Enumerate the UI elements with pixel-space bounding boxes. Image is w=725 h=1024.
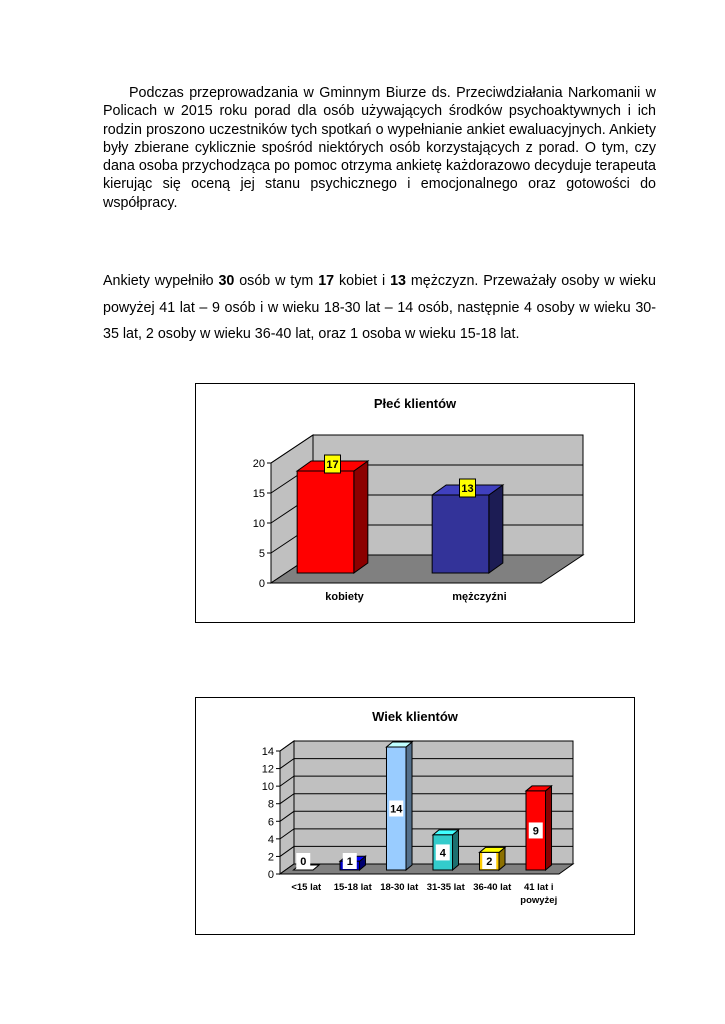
bar-side bbox=[453, 830, 459, 870]
y-tick-label: 10 bbox=[252, 518, 265, 530]
side-wall bbox=[280, 741, 294, 874]
y-tick-label: 20 bbox=[252, 458, 265, 470]
gender-chart-svg bbox=[196, 384, 634, 622]
category-label: 15-18 lat bbox=[333, 882, 372, 893]
y-tick-label: 0 bbox=[258, 578, 265, 590]
bar bbox=[432, 485, 503, 573]
chart-title: Wiek klientów bbox=[372, 709, 458, 724]
summary-paragraph bbox=[103, 268, 656, 348]
summary-text-2: osób w tym bbox=[234, 273, 319, 289]
bar-side bbox=[546, 786, 552, 870]
summary-text-1: Ankiety wypełniło bbox=[103, 273, 219, 289]
y-tick-label: 12 bbox=[261, 763, 274, 776]
category-label: <15 lat bbox=[291, 882, 322, 893]
summary-text-4: mężczyzn. Przeważały osoby w wieku powyżej 41 lat – 9 osób i w wieku 18-30 lat – 14 osób, następnie 4 osoby w wieku 30-35 lat, 2 osoby w wieku 36-40 lat, oraz 1 osoba w wieku 15-18 lat. bbox=[103, 273, 657, 342]
bar-front bbox=[432, 495, 489, 573]
intro-paragraph-text: Podczas przeprowadzania w Gminnym Biurze ds. Przeciwdziałania Narkomanii w Policach w 2015 roku porad dla osób używających środków psychoaktywnych i ich rodzin proszono uczestników tych spotkań o wypełnianie ankiet ewaluacyjnych. Ankiety były zbierane cyklicznie spośród niektórych osób korzystających z porad. O tym, czy dana osoba przychodząca po pomoc otrzyma ankietę każdorazowo decyduje terapeuta kierując się oceną jej stanu psychicznego i emocjonalnego oraz gotowości do współpracy. bbox=[103, 85, 656, 211]
y-tick-label: 5 bbox=[258, 548, 265, 560]
y-tick-label: 2 bbox=[267, 851, 274, 864]
category-label: 18-30 lat bbox=[380, 882, 419, 893]
data-label: 9 bbox=[532, 825, 539, 838]
data-label: 4 bbox=[439, 847, 446, 860]
chart-title: Płeć klientów bbox=[373, 396, 457, 411]
bar-side bbox=[489, 485, 503, 573]
age-chart bbox=[195, 697, 635, 935]
data-label: 2 bbox=[486, 856, 493, 868]
gender-chart bbox=[195, 383, 635, 623]
y-tick-label: 15 bbox=[252, 488, 265, 500]
category-label: mężczyźni bbox=[452, 591, 507, 603]
y-tick-label: 0 bbox=[267, 869, 274, 881]
bar-side bbox=[406, 742, 412, 870]
category-label: powyżej bbox=[520, 895, 558, 906]
y-tick-label: 10 bbox=[261, 781, 274, 794]
category-label: 41 lat i bbox=[523, 882, 554, 893]
data-label: 17 bbox=[326, 459, 339, 471]
data-label: 0 bbox=[300, 856, 307, 868]
bar-side bbox=[354, 461, 368, 573]
summary-text-3: kobiet i bbox=[334, 273, 391, 289]
data-label: 14 bbox=[390, 803, 403, 816]
intro-paragraph bbox=[103, 84, 656, 212]
y-tick-label: 4 bbox=[267, 833, 274, 846]
bar bbox=[297, 461, 368, 573]
summary-total-count: 30 bbox=[218, 273, 235, 289]
y-tick-label: 14 bbox=[261, 746, 274, 758]
category-label: kobiety bbox=[325, 591, 364, 603]
summary-men-count: 13 bbox=[390, 273, 406, 289]
data-label: 1 bbox=[346, 856, 353, 868]
category-label: 36-40 lat bbox=[473, 882, 512, 893]
y-tick-label: 8 bbox=[267, 798, 274, 811]
summary-women-count: 17 bbox=[318, 273, 335, 289]
y-tick-label: 6 bbox=[267, 816, 274, 829]
bar-front bbox=[297, 471, 354, 573]
age-chart-svg bbox=[196, 698, 634, 934]
data-label: 13 bbox=[461, 483, 474, 495]
category-label: 31-35 lat bbox=[426, 882, 465, 893]
